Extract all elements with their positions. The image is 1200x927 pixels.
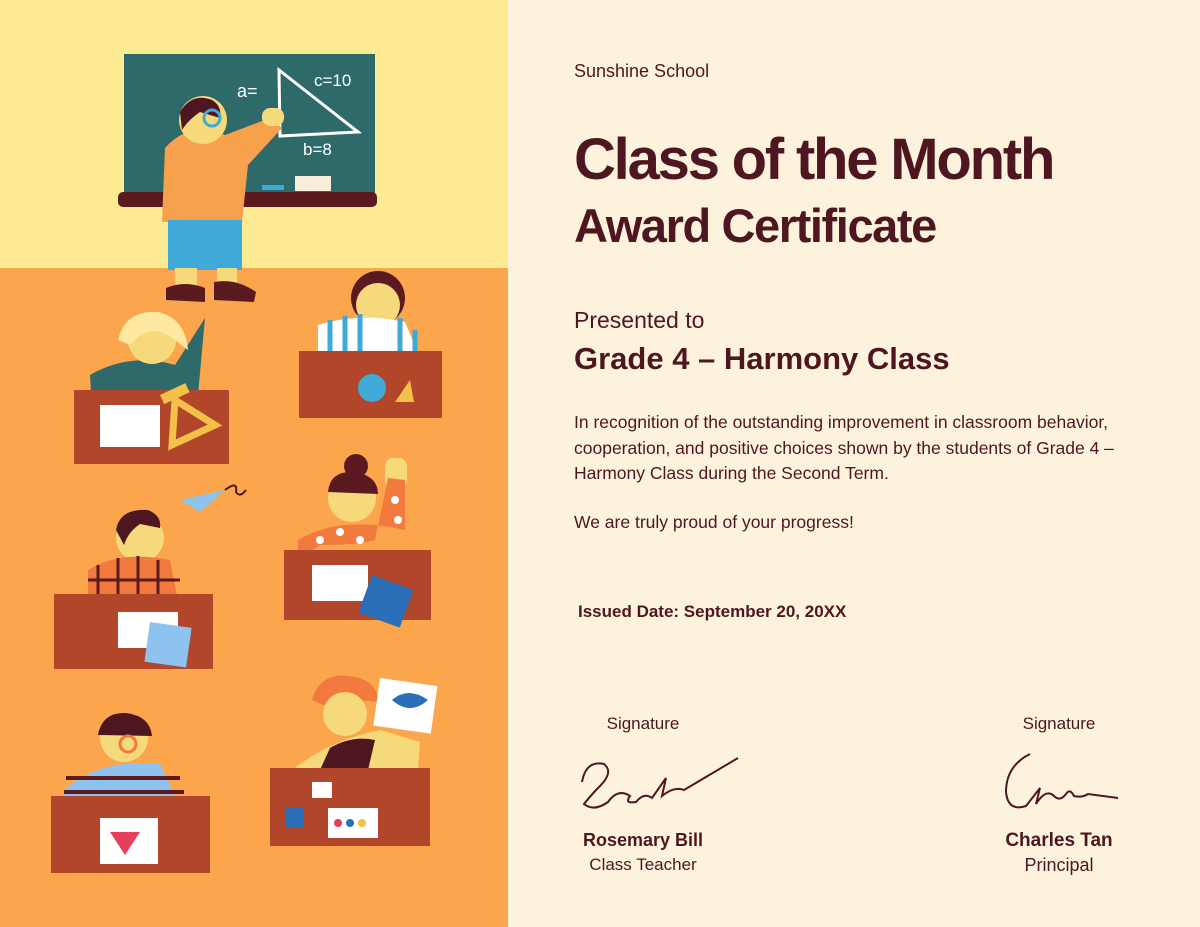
school-name: Sunshine School xyxy=(574,61,710,81)
recognition-text: In recognition of the outstanding improvement in classroom behavior, cooperation, and positive choices shown by the students of Grade 4 – Harmony Class during the Second Term. xyxy=(574,412,1114,483)
chalk-text-c: c=10 xyxy=(314,71,352,90)
principal-signature-label: Signature xyxy=(1022,714,1096,733)
principal-role: Principal xyxy=(1024,855,1094,875)
issued-date: Issued Date: September 20, 20XX xyxy=(578,602,847,621)
presented-to-label: Presented to xyxy=(574,307,705,333)
principal-name: Charles Tan xyxy=(1005,830,1113,851)
recipient-name: Grade 4 – Harmony Class xyxy=(574,341,950,376)
certificate-text-panel xyxy=(508,0,1200,927)
certificate-title: Class of the Month xyxy=(574,127,1054,192)
chalk-text-b: b=8 xyxy=(303,140,332,159)
certificate-subtitle: Award Certificate xyxy=(574,199,936,252)
teacher-signature-scrawl xyxy=(574,752,744,814)
teacher-name: Rosemary Bill xyxy=(582,830,704,850)
principal-signature-scrawl xyxy=(1000,748,1122,814)
chalk-text-a: a= xyxy=(237,81,258,101)
classroom-illustration xyxy=(0,0,508,927)
teacher-signature-label: Signature xyxy=(606,714,680,733)
teacher-role: Class Teacher xyxy=(589,855,697,874)
closing-text: We are truly proud of your progress! xyxy=(574,512,854,532)
